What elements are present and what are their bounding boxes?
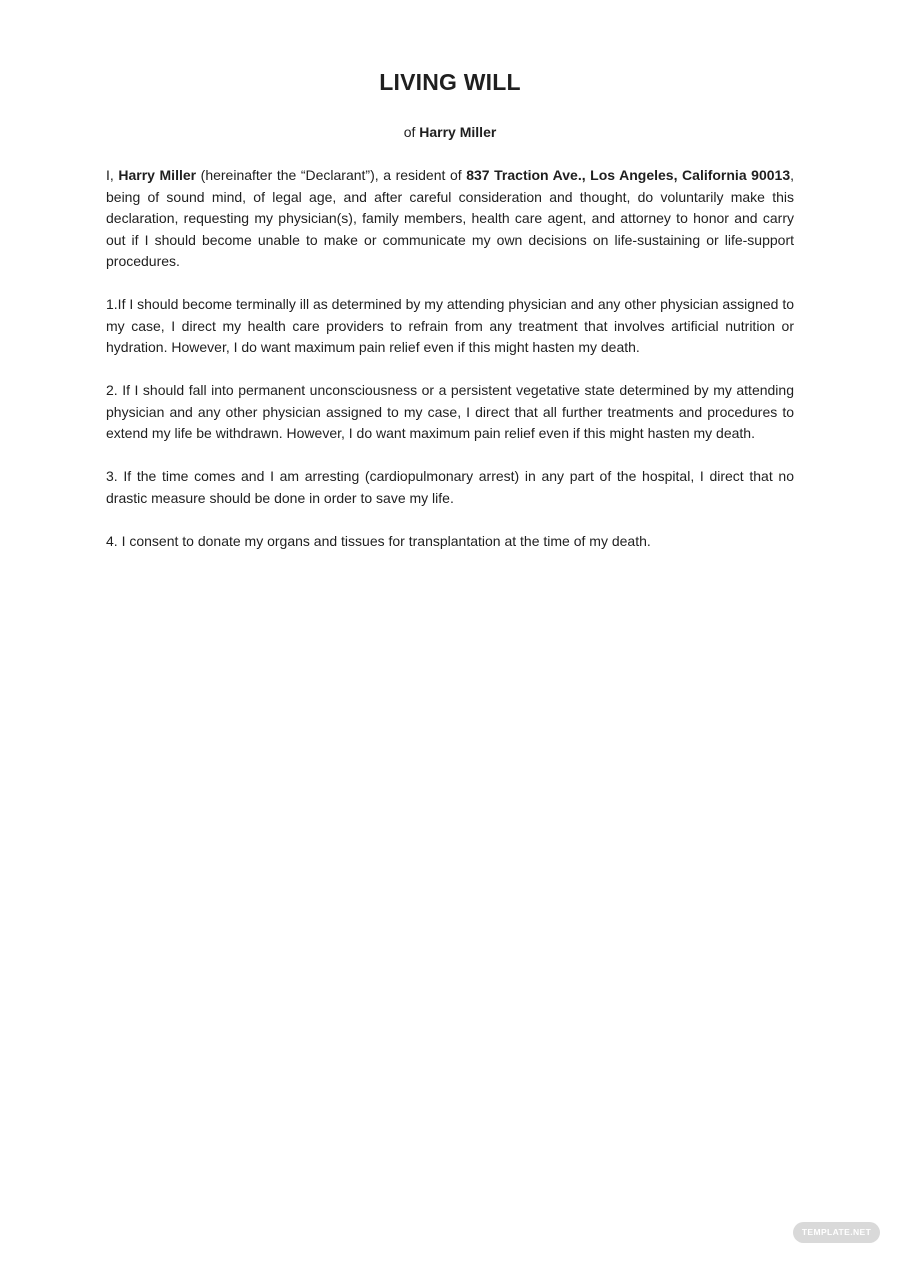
clause-3: 3. If the time comes and I am arresting (cardiopulmonary arrest) in any part of the hospital, I direct that no drastic measure should be done in order to save my life. xyxy=(106,468,794,506)
intro-name: Harry Miller xyxy=(118,167,197,183)
document-title: LIVING WILL xyxy=(379,69,521,95)
clause-2: 2. If I should fall into permanent unconsciousness or a persistent vegetative state determined by my attending physician and any other physician assigned to my case, I direct that all further treatments and procedures to extend my life be withdrawn. However, I do want maximum pain relief even if this might hasten my death. xyxy=(106,382,794,441)
document-subtitle xyxy=(0,122,900,143)
declarant-name: Harry Miller xyxy=(419,124,497,140)
intro-address: 837 Traction Ave., Los Angeles, California 90013 xyxy=(466,167,791,183)
template-watermark-badge[interactable]: TEMPLATE.NET xyxy=(793,1222,880,1243)
intro-text-2: (hereinafter the “Declarant”), a resident of xyxy=(196,167,467,183)
clause-1: 1.If I should become terminally ill as determined by my attending physician and any other physician assigned to my case, I direct my health care providers to refrain from any treatment that involves artificial nutrition or hydration. However, I do want maximum pain relief even if this might hasten my death. xyxy=(106,296,794,355)
intro-text-3: , being of sound mind, of legal age, and after careful consideration and thought, do voluntarily make this declaration, requesting my physician(s), family members, health care agent, and attorney to honor and carry out if I should become unable to make or communicate my own decisions on life-sustaining or life-support procedures. xyxy=(106,167,795,269)
intro-paragraph xyxy=(106,165,794,273)
document-body xyxy=(106,165,794,574)
clause-4: 4. I consent to donate my organs and tissues for transplantation at the time of my death. xyxy=(106,532,651,549)
subtitle-prefix: of xyxy=(403,124,420,140)
intro-text-1: I, xyxy=(106,167,119,183)
